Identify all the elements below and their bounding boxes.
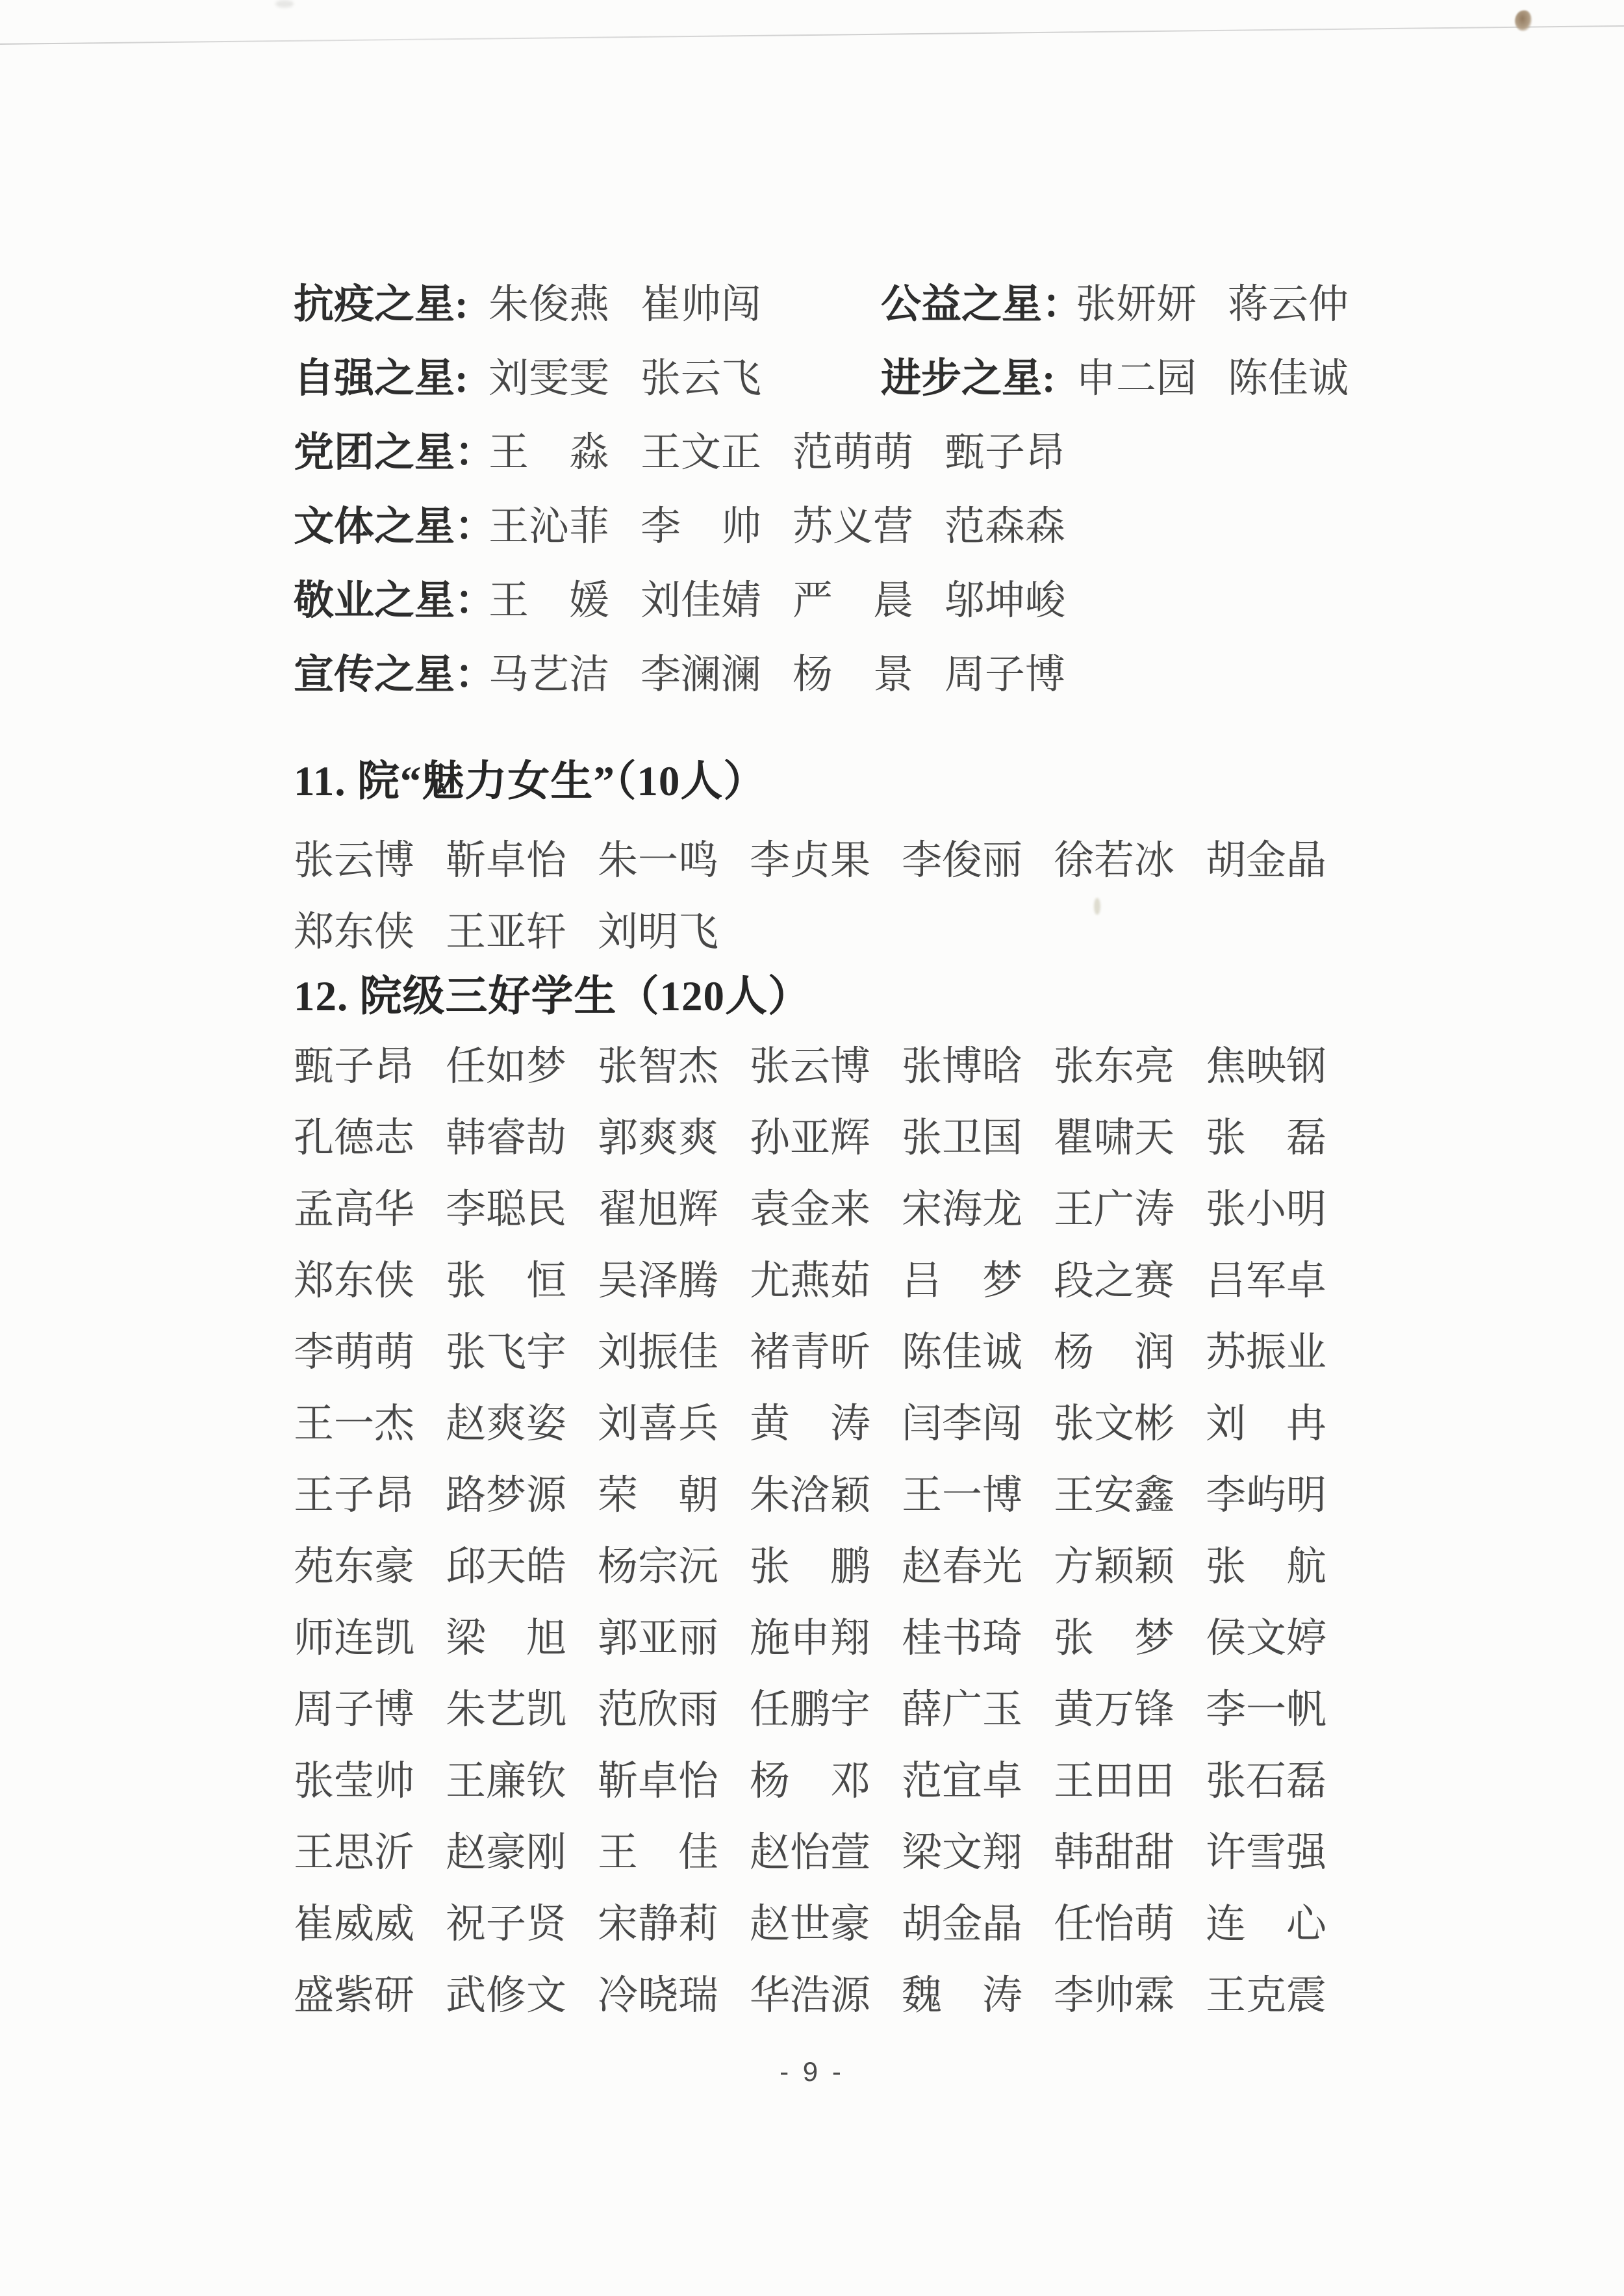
- students-row-8: [294, 1547, 1358, 1587]
- students-row-11: [294, 1761, 1358, 1802]
- student-name: 冷晓瑞: [598, 1974, 719, 2018]
- student-name: 张 恒: [446, 1259, 567, 1303]
- charm-girls-row-1: [294, 841, 1358, 881]
- student-name: 郭爽爽: [598, 1116, 719, 1160]
- award-names-ziqiang: [488, 359, 793, 399]
- star-line-dangtuan: [294, 433, 1097, 473]
- awarded-student-name: 陈佳诚: [1228, 357, 1349, 401]
- awarded-student-name: 刘佳婧: [641, 579, 762, 623]
- student-name: 赵怡萱: [750, 1831, 871, 1875]
- student-name: 李一帆: [1206, 1688, 1327, 1732]
- scan-smudge-top: [275, 0, 294, 8]
- star-line-kangyi-gongyi: [294, 285, 1380, 325]
- student-name: 师连凯: [294, 1616, 415, 1661]
- awarded-student-name: 张云飞: [641, 357, 762, 401]
- student-name: 刘喜兵: [598, 1402, 719, 1446]
- awarded-student-name: 李 帅: [641, 505, 762, 549]
- scan-blob-artifact: [1515, 10, 1532, 31]
- student-name: 郑东侠: [294, 910, 415, 954]
- student-name: 郭亚丽: [598, 1616, 719, 1661]
- student-name: 张卫国: [902, 1116, 1023, 1160]
- student-name: 焦映钢: [1206, 1045, 1327, 1089]
- student-name: 袁金来: [750, 1188, 871, 1232]
- student-name: 崔威威: [294, 1902, 415, 1946]
- award-names-jingye: [488, 581, 1097, 621]
- student-name: 祝子贤: [446, 1902, 567, 1946]
- student-name: 李聪民: [446, 1188, 567, 1232]
- awarded-student-name: 杨 景: [793, 653, 914, 697]
- awarded-student-name: 邬坤峻: [945, 579, 1066, 623]
- award-names-jinbu: [1076, 359, 1380, 399]
- section-12-heading: 12. 院级三好学生（120人）: [294, 973, 811, 1020]
- award-names-wenti: [488, 507, 1097, 547]
- award-label-jinbu: 进步之星:: [881, 357, 1056, 401]
- student-name: 任如梦: [446, 1045, 567, 1089]
- award-label-xuanchuan: 宣传之星：: [294, 653, 496, 697]
- student-name: 韩甜甜: [1054, 1831, 1175, 1875]
- student-name: 王田田: [1054, 1759, 1175, 1804]
- student-name: 张云博: [294, 839, 415, 883]
- students-row-12: [294, 1833, 1358, 1873]
- awarded-student-name: 王沁菲: [488, 505, 610, 549]
- student-name: 黄万锋: [1054, 1688, 1175, 1732]
- student-name: 张云博: [750, 1045, 871, 1089]
- student-name: 王广涛: [1054, 1188, 1175, 1232]
- student-name: 宋静莉: [598, 1902, 719, 1946]
- student-name: 刘 冉: [1206, 1402, 1327, 1446]
- students-row-13: [294, 1904, 1358, 1945]
- student-name: 范宜卓: [902, 1759, 1023, 1804]
- awarded-student-name: 朱俊燕: [488, 283, 610, 327]
- student-name: 杨宗沅: [598, 1545, 719, 1589]
- student-name: 王亚轩: [446, 910, 567, 954]
- student-name: 桂书琦: [902, 1616, 1023, 1661]
- three-good-students-grid: [294, 1047, 1358, 2016]
- student-name: 孟高华: [294, 1188, 415, 1232]
- star-line-xuanchuan: [294, 655, 1097, 695]
- award-names-dangtuan: [488, 433, 1097, 473]
- student-name: 华浩源: [750, 1974, 871, 2018]
- student-name: 张 鹏: [750, 1545, 871, 1589]
- student-name: 王思沂: [294, 1831, 415, 1875]
- page-number: - 9 -: [780, 2056, 844, 2087]
- awarded-student-name: 李澜澜: [641, 653, 762, 697]
- awarded-student-name: 张妍妍: [1076, 283, 1197, 327]
- student-name: 邱天皓: [446, 1545, 567, 1589]
- student-name: 朱一鸣: [598, 839, 719, 883]
- student-name: 褚青昕: [750, 1331, 871, 1375]
- student-name: 苑东豪: [294, 1545, 415, 1589]
- student-name: 郑东侠: [294, 1259, 415, 1303]
- student-name: 连 心: [1206, 1902, 1327, 1946]
- student-name: 张 航: [1206, 1545, 1327, 1589]
- student-name: 武修文: [446, 1974, 567, 2018]
- student-name: 胡金晶: [902, 1902, 1023, 1946]
- student-name: 张 梦: [1054, 1616, 1175, 1661]
- student-name: 王克震: [1206, 1974, 1327, 2018]
- student-name: 侯文婷: [1206, 1616, 1327, 1661]
- student-name: 赵世豪: [750, 1902, 871, 1946]
- student-name: 吴泽腾: [598, 1259, 719, 1303]
- students-row-1: [294, 1047, 1358, 1087]
- student-name: 方颖颖: [1054, 1545, 1175, 1589]
- award-label-wenti: 文体之星：: [294, 505, 496, 549]
- students-row-10: [294, 1690, 1358, 1730]
- award-names-xuanchuan: [488, 655, 1097, 695]
- student-name: 许雪强: [1206, 1831, 1327, 1875]
- student-name: 赵春光: [902, 1545, 1023, 1589]
- student-name: 苏振业: [1206, 1331, 1327, 1375]
- student-name: 张文彬: [1054, 1402, 1175, 1446]
- student-name: 宋海龙: [902, 1188, 1023, 1232]
- star-line-ziqiang-jinbu: [294, 359, 1380, 399]
- student-name: 王一博: [902, 1473, 1023, 1518]
- student-name: 黄 涛: [750, 1402, 871, 1446]
- awarded-student-name: 王 媛: [488, 579, 610, 623]
- student-name: 张 磊: [1206, 1116, 1327, 1160]
- student-name: 韩睿劼: [446, 1116, 567, 1160]
- student-name: 赵豪刚: [446, 1831, 567, 1875]
- student-name: 李屿明: [1206, 1473, 1327, 1518]
- student-name: 刘振佳: [598, 1331, 719, 1375]
- student-name: 徐若冰: [1054, 839, 1175, 883]
- students-row-6: [294, 1404, 1358, 1444]
- awarded-student-name: 刘雯雯: [488, 357, 610, 401]
- students-row-2: [294, 1118, 1358, 1158]
- student-name: 闫李闯: [902, 1402, 1023, 1446]
- awarded-student-name: 甄子昂: [945, 431, 1066, 475]
- student-name: 靳卓怡: [598, 1759, 719, 1804]
- student-name: 张智杰: [598, 1045, 719, 1089]
- student-name: 尤燕茹: [750, 1259, 871, 1303]
- student-name: 李萌萌: [294, 1331, 415, 1375]
- student-name: 杨 润: [1054, 1331, 1175, 1375]
- section-11-heading: 11. 院“魅力女生”（10人）: [294, 758, 767, 805]
- awarded-student-name: 苏义营: [793, 505, 914, 549]
- student-name: 李帅霖: [1054, 1974, 1175, 2018]
- student-name: 施申翔: [750, 1616, 871, 1661]
- page-content: [294, 0, 1398, 2016]
- awarded-student-name: 申二园: [1076, 357, 1197, 401]
- award-label-jingye: 敬业之星：: [294, 579, 496, 623]
- awarded-student-name: 严 晨: [793, 579, 914, 623]
- student-name: 路梦源: [446, 1473, 567, 1518]
- award-label-dangtuan: 党团之星：: [294, 431, 496, 475]
- awarded-student-name: 周子博: [945, 653, 1066, 697]
- award-label-gongyi: 公益之星：: [881, 283, 1083, 327]
- student-name: 吕军卓: [1206, 1259, 1327, 1303]
- student-name: 任怡萌: [1054, 1902, 1175, 1946]
- student-name: 任鹏宇: [750, 1688, 871, 1732]
- students-row-14: [294, 1976, 1358, 2016]
- student-name: 魏 涛: [902, 1974, 1023, 2018]
- student-name: 陈佳诚: [902, 1331, 1023, 1375]
- student-name: 孔德志: [294, 1116, 415, 1160]
- awarded-student-name: 马艺洁: [488, 653, 610, 697]
- student-name: 薛广玉: [902, 1688, 1023, 1732]
- students-row-7: [294, 1475, 1358, 1516]
- student-name: 张小明: [1206, 1188, 1327, 1232]
- student-name: 段之赛: [1054, 1259, 1175, 1303]
- student-name: 翟旭辉: [598, 1188, 719, 1232]
- star-line-wenti: [294, 507, 1097, 547]
- award-names-kangyi: [488, 285, 793, 325]
- awarded-student-name: 范森森: [945, 505, 1066, 549]
- student-name: 王 佳: [598, 1831, 719, 1875]
- student-name: 朱浛颖: [750, 1473, 871, 1518]
- charm-girls-row-2: [294, 912, 750, 952]
- student-name: 赵爽姿: [446, 1402, 567, 1446]
- student-name: 张博晗: [902, 1045, 1023, 1089]
- student-name: 王子昂: [294, 1473, 415, 1518]
- student-name: 王安鑫: [1054, 1473, 1175, 1518]
- award-names-gongyi: [1076, 285, 1380, 325]
- star-line-jingye: [294, 581, 1097, 621]
- students-row-4: [294, 1261, 1358, 1301]
- student-name: 张东亮: [1054, 1045, 1175, 1089]
- awarded-student-name: 王文正: [641, 431, 762, 475]
- students-row-5: [294, 1333, 1358, 1373]
- student-name: 张莹帅: [294, 1759, 415, 1804]
- student-name: 周子博: [294, 1688, 415, 1732]
- student-name: 杨 邓: [750, 1759, 871, 1804]
- awarded-student-name: 崔帅闯: [641, 283, 762, 327]
- student-name: 范欣雨: [598, 1688, 719, 1732]
- student-name: 吕 梦: [902, 1259, 1023, 1303]
- student-name: 靳卓怡: [446, 839, 567, 883]
- student-name: 王廉钦: [446, 1759, 567, 1804]
- awarded-student-name: 蒋云仲: [1228, 283, 1349, 327]
- student-name: 梁文翔: [902, 1831, 1023, 1875]
- award-label-kangyi: 抗疫之星:: [294, 283, 468, 327]
- student-name: 瞿啸天: [1054, 1116, 1175, 1160]
- student-name: 张飞宇: [446, 1331, 567, 1375]
- student-name: 甄子昂: [294, 1045, 415, 1089]
- student-name: 孙亚辉: [750, 1116, 871, 1160]
- student-name: 张石磊: [1206, 1759, 1327, 1804]
- student-name: 李贞果: [750, 839, 871, 883]
- student-name: 刘明飞: [598, 910, 719, 954]
- student-name: 李俊丽: [902, 839, 1023, 883]
- student-name: 朱艺凯: [446, 1688, 567, 1732]
- student-name: 盛紫研: [294, 1974, 415, 2018]
- student-name: 王一杰: [294, 1402, 415, 1446]
- awarded-student-name: 范萌萌: [793, 431, 914, 475]
- students-row-9: [294, 1618, 1358, 1659]
- student-name: 胡金晶: [1206, 839, 1327, 883]
- students-row-3: [294, 1190, 1358, 1230]
- award-label-ziqiang: 自强之星:: [294, 357, 468, 401]
- awarded-student-name: 王 淼: [488, 431, 610, 475]
- student-name: 荣 朝: [598, 1473, 719, 1518]
- student-name: 梁 旭: [446, 1616, 567, 1661]
